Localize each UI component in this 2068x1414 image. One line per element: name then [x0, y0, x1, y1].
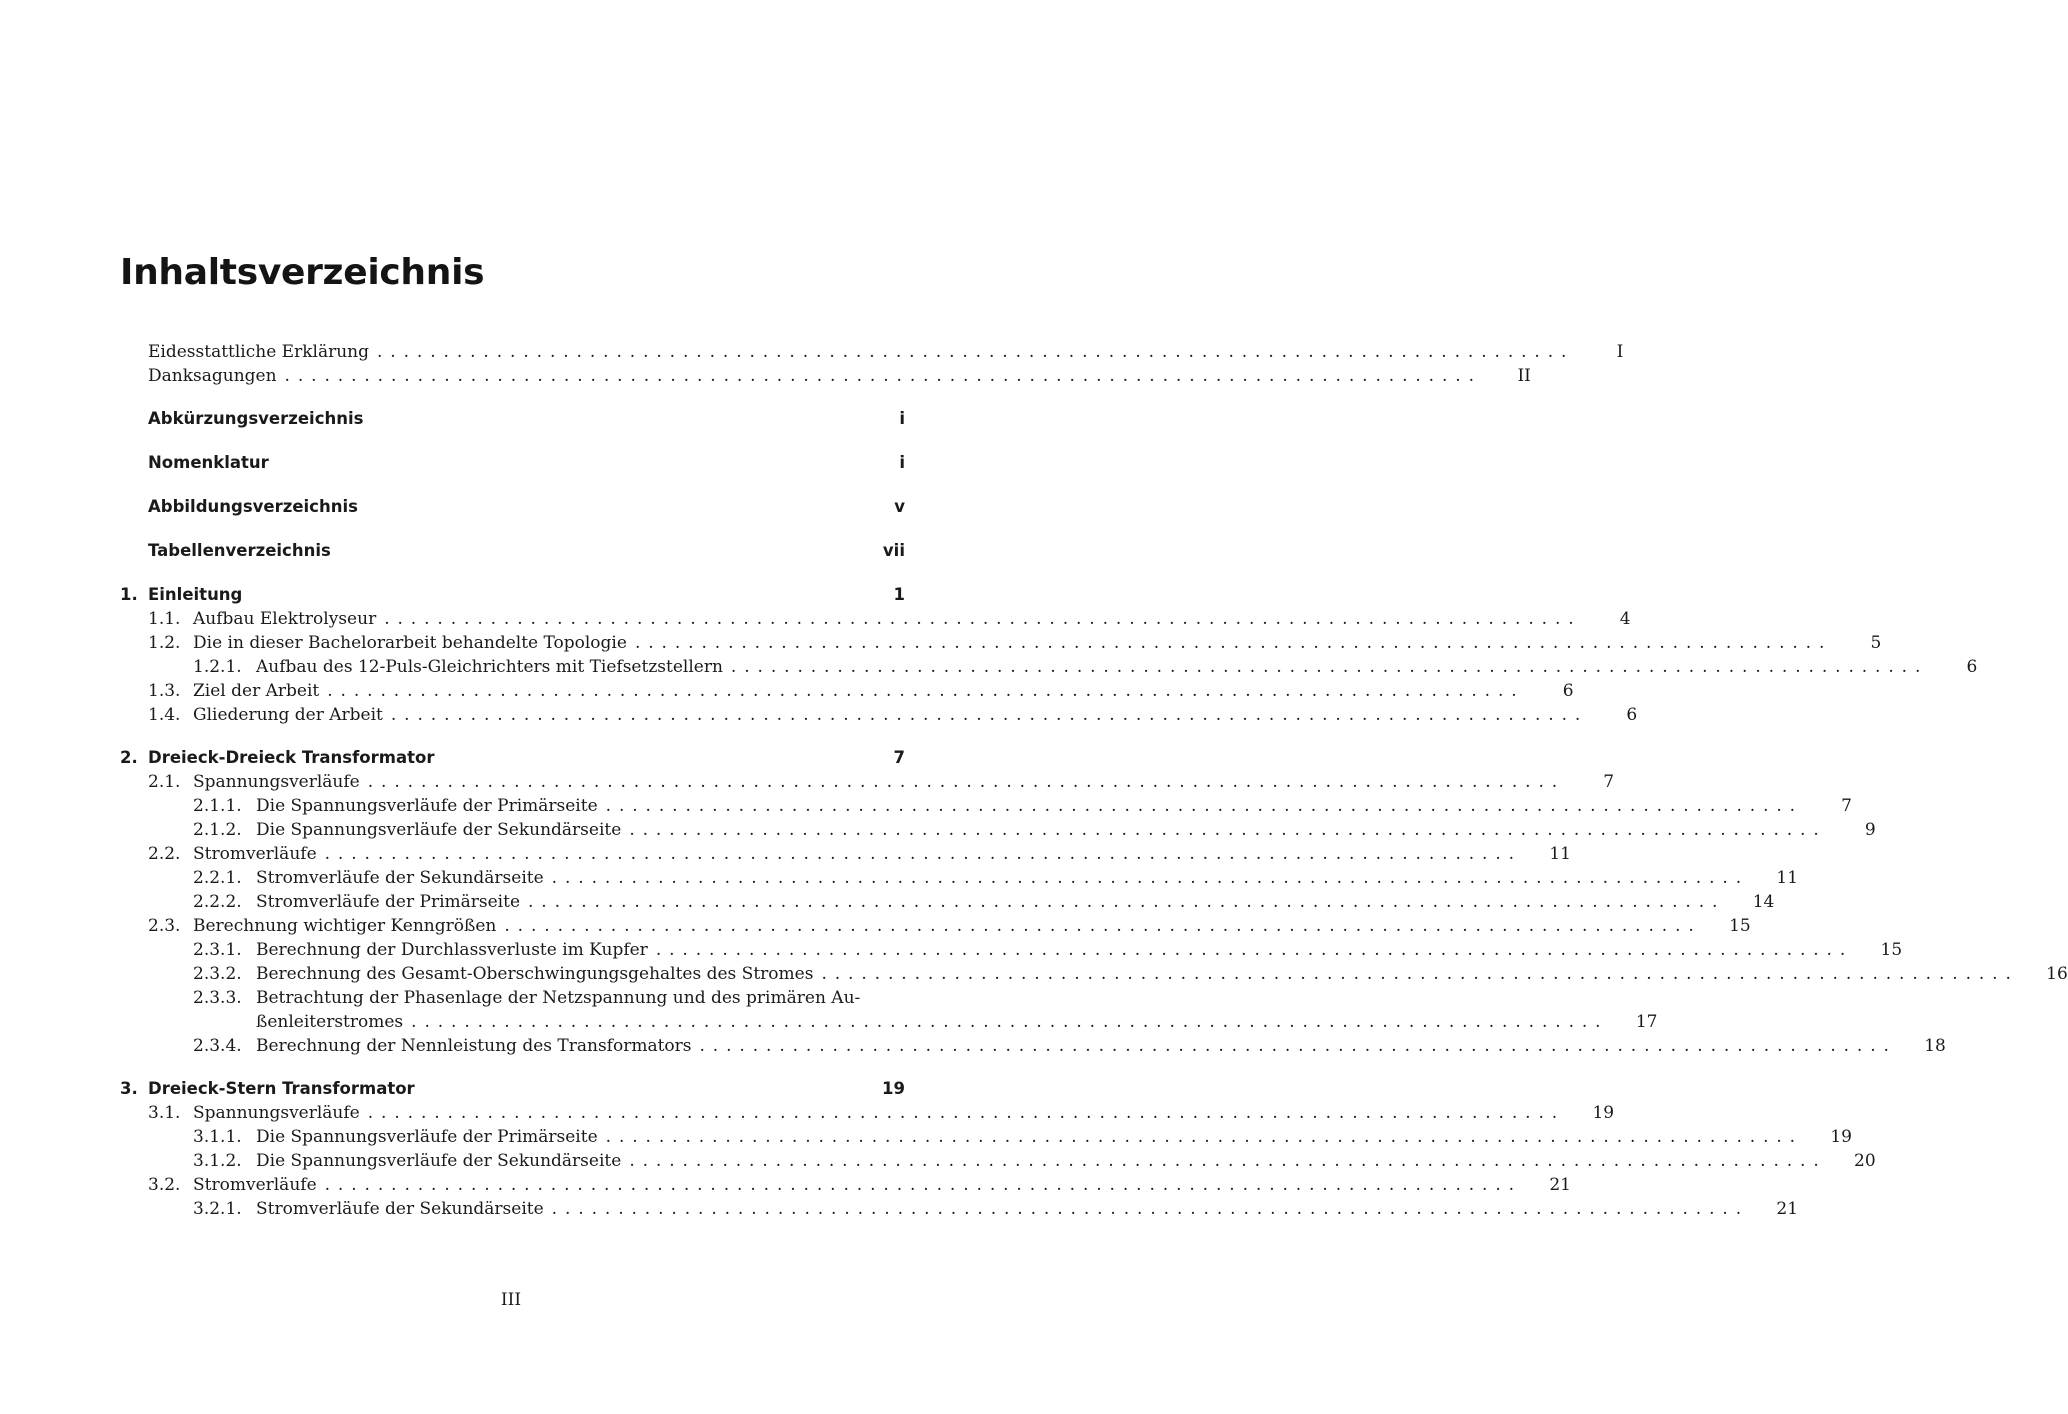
toc-entry-number: 3.1.2. — [193, 1151, 242, 1171]
page-title: Inhaltsverzeichnis — [120, 252, 485, 293]
toc-entry-title: Aufbau Elektrolyseur — [193, 609, 377, 629]
toc-entry-page: 1 — [893, 585, 905, 604]
toc-entry-page: 17 — [1635, 1012, 1658, 1032]
toc-entry — [193, 938, 1903, 962]
toc-dot-leader: .......................................................................................... — [629, 820, 1827, 840]
toc-dot-leader: .......................................................................................... — [551, 868, 1750, 888]
toc-dot-leader: .......................................................................................... — [605, 796, 1803, 816]
toc-dot-leader: .......................................................................................... — [384, 609, 1582, 629]
toc-entry-page: 19 — [1592, 1103, 1615, 1123]
toc-dot-leader: .......................................................................................... — [528, 892, 1726, 912]
toc-chapter-entry — [120, 495, 905, 519]
toc-entry — [148, 607, 1631, 631]
toc-entry-number: 1.3. — [148, 681, 181, 701]
toc-entry — [193, 866, 1799, 890]
toc-entry-number: 3.2.1. — [193, 1199, 242, 1219]
toc-entry-number: 2.3.3. — [193, 988, 242, 1008]
toc-entry-title: Tabellenverzeichnis — [148, 541, 331, 560]
toc-entry-number: 1. — [120, 585, 138, 604]
toc-dot-leader: .......................................................................................... — [551, 1199, 1750, 1219]
toc-entry-title: Eidesstattliche Erklärung — [148, 342, 369, 362]
toc-entry-title: Die Spannungsverläufe der Sekundärseite — [256, 1151, 622, 1171]
toc-dot-leader: .......................................................................................... — [730, 657, 1929, 677]
toc-chapter-entry — [120, 746, 905, 770]
toc-entry-page: 5 — [1870, 633, 1882, 653]
toc-entry-page: 9 — [1864, 820, 1876, 840]
toc-entry-page: 15 — [1880, 940, 1903, 960]
toc-entry-page: 7 — [1603, 772, 1615, 792]
toc-entry — [148, 631, 1882, 655]
toc-entry-number: 3. — [120, 1079, 138, 1098]
toc-entry-title: Die Spannungsverläufe der Primärseite — [256, 796, 598, 816]
toc-entry-title: Dreieck-Dreieck Transformator — [148, 748, 435, 767]
toc-entry-number: 3.1.1. — [193, 1127, 242, 1147]
toc-entry-page: 16 — [2046, 964, 2068, 984]
toc-entry-title: Die Spannungsverläufe der Primärseite — [256, 1127, 598, 1147]
toc-entry-page: 14 — [1752, 892, 1775, 912]
toc-entry — [148, 914, 1751, 938]
toc-entry-page: 19 — [882, 1079, 905, 1098]
toc-entry-page: 15 — [1729, 916, 1751, 936]
toc-entry-number: 2.3.2. — [193, 964, 242, 984]
toc-entry-title: Abkürzungsverzeichnis — [148, 409, 364, 428]
toc-dot-leader: .......................................................................................... — [411, 1012, 1609, 1032]
toc-chapter-entry — [120, 407, 905, 431]
toc-entry-number: 2.3.1. — [193, 940, 242, 960]
toc-entry — [193, 890, 1775, 914]
toc-entry-title: Einleitung — [148, 585, 243, 604]
toc-entry — [148, 679, 1574, 703]
toc-entry-title: Berechnung wichtiger Kenngrößen — [193, 916, 497, 936]
toc-entry — [193, 818, 1876, 842]
toc-entry-page: 6 — [1966, 657, 1978, 677]
toc-entry-page: i — [899, 409, 905, 428]
toc-entry-page: 6 — [1626, 705, 1638, 725]
toc-entry-page: 7 — [1841, 796, 1852, 816]
toc-entry-number: 2.3. — [148, 916, 181, 936]
toc-dot-leader: .......................................................................................... — [284, 366, 1482, 386]
toc-dot-leader: .......................................................................................... — [367, 772, 1566, 792]
toc-dot-leader: .......................................................................................... — [504, 916, 1702, 936]
toc-entry-number: 2.3.4. — [193, 1036, 242, 1056]
toc-entry-title: Dreieck-Stern Transformator — [148, 1079, 415, 1098]
toc-entry-title: Berechnung der Durchlassverluste im Kupfer — [256, 940, 648, 960]
toc-entry-title-continuation: ßenleiterstromes — [256, 1012, 404, 1032]
toc-entry — [148, 842, 1571, 866]
toc-entry — [148, 364, 1531, 388]
toc-entry — [148, 340, 1624, 364]
toc-entry-page: 4 — [1619, 609, 1631, 629]
toc-entry-title: Betrachtung der Phasenlage der Netzspannung und des primären Au- — [256, 988, 861, 1008]
toc-entry-page: vii — [882, 541, 905, 560]
toc-entry-title: Berechnung der Nennleistung des Transformators — [256, 1036, 692, 1056]
toc-entry-page: 21 — [1549, 1175, 1571, 1195]
toc-entry-title: Stromverläufe — [193, 1175, 317, 1195]
toc-chapter-entry — [120, 451, 905, 475]
toc-entry-page: 18 — [1924, 1036, 1946, 1056]
toc-entry-page: 7 — [893, 748, 905, 767]
toc-entry-title: Abbildungsverzeichnis — [148, 497, 358, 516]
toc-entry-title: Nomenklatur — [148, 453, 269, 472]
toc-entry — [148, 770, 1615, 794]
toc-entry-title: Stromverläufe — [193, 844, 317, 864]
toc-dot-leader: .......................................................................................... — [324, 1175, 1522, 1195]
toc-entry-title: Spannungsverläufe — [193, 772, 360, 792]
toc-entry-number: 2.1.1. — [193, 796, 242, 816]
toc-dot-leader: .......................................................................................... — [629, 1151, 1827, 1171]
toc-dot-leader: .......................................................................................... — [390, 705, 1589, 725]
toc-chapter-entry — [120, 539, 905, 563]
toc-entry-page: 6 — [1562, 681, 1574, 701]
toc-entry-page: 11 — [1776, 868, 1799, 888]
toc-entry-page: 11 — [1549, 844, 1571, 864]
toc-dot-leader: .......................................................................................... — [634, 633, 1833, 653]
toc-entry-number: 2.1.2. — [193, 820, 242, 840]
toc-entry-page: i — [899, 453, 905, 472]
toc-entry-page: I — [1616, 342, 1624, 362]
toc-entry-number: 1.4. — [148, 705, 181, 725]
toc-dot-leader: .......................................................................................... — [324, 844, 1522, 864]
toc-chapter-entry — [120, 1077, 905, 1101]
toc-entry — [193, 1197, 1799, 1221]
toc-entry-title: Ziel der Arbeit — [193, 681, 320, 701]
toc-entry-page: II — [1517, 366, 1531, 386]
toc-entry-title: Danksagungen — [148, 366, 277, 386]
toc-entry — [193, 1149, 1876, 1173]
toc-entry-continuation — [256, 1010, 1658, 1034]
page-number: III — [500, 1290, 522, 1310]
toc-entry-title: Berechnung des Gesamt-Oberschwingungsgehaltes des Stromes — [256, 964, 814, 984]
toc-entry — [148, 1173, 1571, 1197]
toc-entry-title: Die in dieser Bachelorarbeit behandelte Topologie — [193, 633, 627, 653]
toc-entry-number: 2.2.2. — [193, 892, 242, 912]
toc-chapter-entry — [120, 583, 905, 607]
toc-entry — [193, 962, 2068, 986]
toc-entry — [193, 1125, 1852, 1149]
toc-dot-leader: .......................................................................................... — [377, 342, 1575, 362]
toc-entry-page: v — [894, 497, 905, 516]
toc-entry — [148, 1101, 1615, 1125]
toc-dot-leader: .......................................................................................... — [655, 940, 1854, 960]
toc-entry — [193, 986, 905, 1010]
toc-entry-title: Stromverläufe der Sekundärseite — [256, 1199, 544, 1219]
toc-entry-title: Stromverläufe der Sekundärseite — [256, 868, 544, 888]
toc-entry-page: 19 — [1830, 1127, 1852, 1147]
toc-entry — [193, 1034, 1946, 1058]
toc-entry-number: 2.1. — [148, 772, 181, 792]
toc-dot-leader: .......................................................................................... — [327, 681, 1525, 701]
toc-entry-number: 1.2.1. — [193, 657, 242, 677]
toc-entry-number: 3.1. — [148, 1103, 181, 1123]
toc-entry — [193, 655, 1978, 679]
toc-dot-leader: .......................................................................................... — [605, 1127, 1803, 1147]
toc-entry-number: 1.2. — [148, 633, 181, 653]
toc-entry-title: Die Spannungsverläufe der Sekundärseite — [256, 820, 622, 840]
toc-entry-title: Spannungsverläufe — [193, 1103, 360, 1123]
toc-entry-title: Gliederung der Arbeit — [193, 705, 383, 725]
toc-entry-page: 20 — [1854, 1151, 1876, 1171]
toc-dot-leader: .......................................................................................... — [367, 1103, 1566, 1123]
toc-dot-leader: .......................................................................................... — [699, 1036, 1897, 1056]
toc-entry-page: 21 — [1776, 1199, 1799, 1219]
toc-entry — [193, 794, 1852, 818]
toc-dot-leader: .......................................................................................... — [821, 964, 2019, 984]
toc-entry-number: 2.2.1. — [193, 868, 242, 888]
toc-entry-number: 2. — [120, 748, 138, 767]
toc-entry-title: Stromverläufe der Primärseite — [256, 892, 520, 912]
toc-entry-title: Aufbau des 12-Puls-Gleichrichters mit Tiefsetzstellern — [256, 657, 723, 677]
toc-entry-number: 3.2. — [148, 1175, 181, 1195]
toc-entry-number: 2.2. — [148, 844, 181, 864]
toc-entry-number: 1.1. — [148, 609, 181, 629]
toc-entry — [148, 703, 1638, 727]
